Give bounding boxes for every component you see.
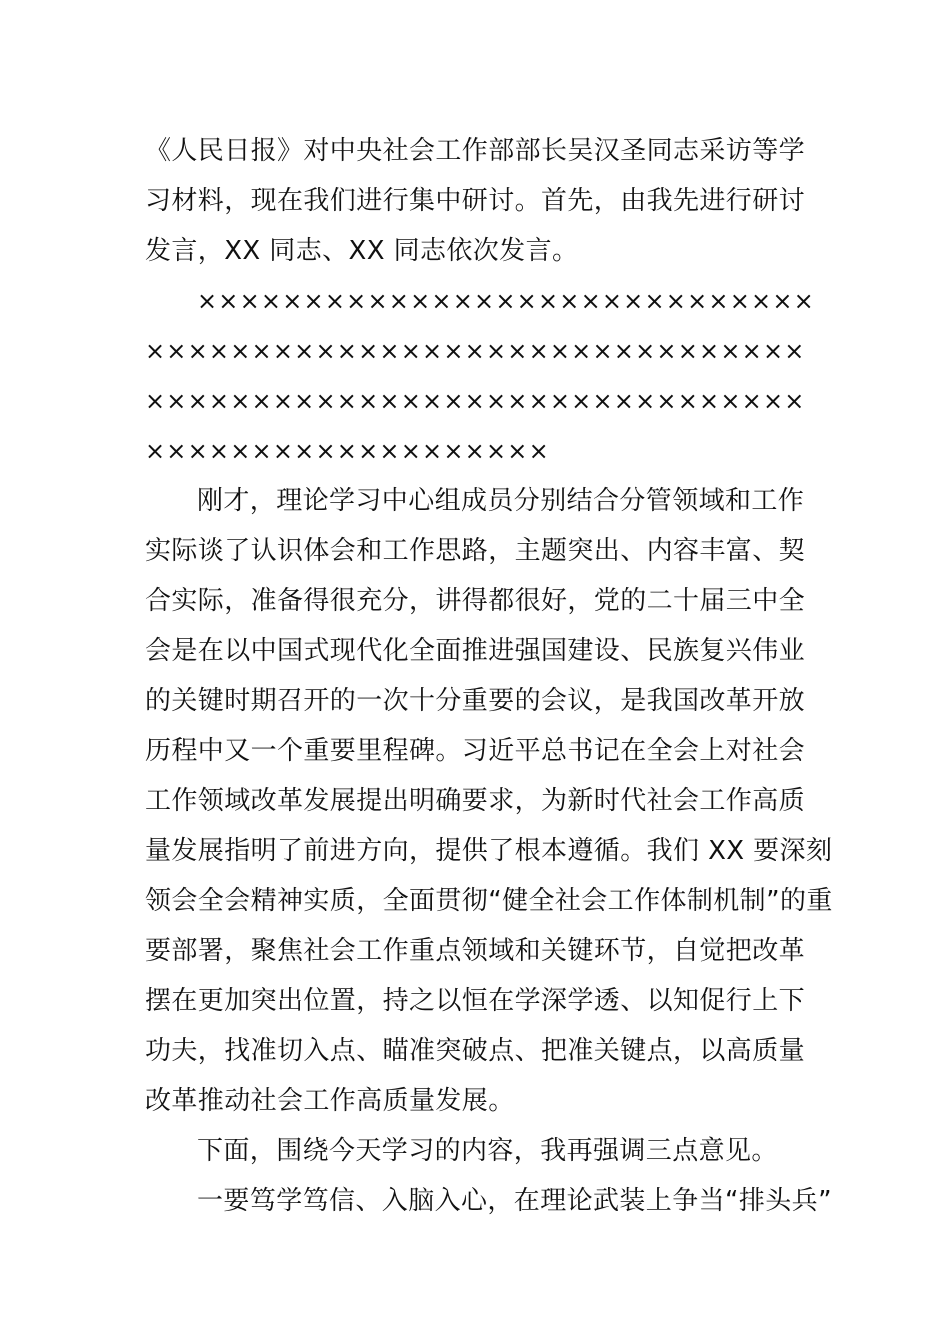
text-line: 合实际，准备得很充分，讲得都很好，党的二十届三中全 bbox=[145, 586, 806, 616]
redacted-line: ××××××××××××××××××××××××××××× bbox=[197, 287, 815, 315]
redacted-line: ××××××××××××××××××××××××××××××× bbox=[145, 337, 806, 365]
text-line: 的关键时期召开的一次十分重要的会议，是我国改革开放 bbox=[145, 686, 806, 716]
text-line: 摆在更加突出位置，持之以恒在学深学透、以知促行上下 bbox=[145, 986, 806, 1016]
text-line: 工作领域改革发展提出明确要求，为新时代社会工作高质 bbox=[145, 786, 806, 816]
paragraph-intro bbox=[145, 126, 810, 276]
text-line: 量发展指明了前进方向，提供了根本遵循。我们 XX 要深刻 bbox=[145, 836, 833, 866]
redacted-line: ××××××××××××××××××××××××××××××× bbox=[145, 387, 806, 415]
paragraph-point-one bbox=[145, 1176, 832, 1226]
text-line: 下面，围绕今天学习的内容，我再强调三点意见。 bbox=[197, 1136, 778, 1166]
text-line: 会是在以中国式现代化全面推进强国建设、民族复兴伟业 bbox=[145, 636, 806, 666]
text-line: 习材料，现在我们进行集中研讨。首先，由我先进行研讨 bbox=[145, 186, 806, 216]
text-line: 《人民日报》对中央社会工作部部长吴汉圣同志采访等学 bbox=[145, 136, 806, 166]
paragraph-redacted bbox=[145, 276, 815, 476]
text-line: 历程中又一个重要里程碑。习近平总书记在全会上对社会 bbox=[145, 736, 806, 766]
text-line: 要部署，聚焦社会工作重点领域和关键环节，自觉把改革 bbox=[145, 936, 806, 966]
text-line: 刚才，理论学习中心组成员分别结合分管领域和工作 bbox=[197, 486, 805, 516]
text-line: 领会全会精神实质，全面贯彻“健全社会工作体制机制”的重 bbox=[145, 886, 833, 916]
text-line: 一要笃学笃信、入脑入心，在理论武装上争当“排头兵” bbox=[197, 1186, 832, 1216]
redacted-line: ××××××××××××××××××× bbox=[145, 437, 550, 465]
document-body bbox=[145, 126, 833, 1226]
text-line: 功夫，找准切入点、瞄准突破点、把准关键点，以高质量 bbox=[145, 1036, 806, 1066]
text-line: 发言，XX 同志、XX 同志依次发言。 bbox=[145, 236, 579, 266]
paragraph-next bbox=[145, 1126, 810, 1176]
paragraph-main bbox=[145, 476, 833, 1126]
text-line: 改革推动社会工作高质量发展。 bbox=[145, 1086, 515, 1116]
text-line: 实际谈了认识体会和工作思路，主题突出、内容丰富、契 bbox=[145, 536, 806, 566]
